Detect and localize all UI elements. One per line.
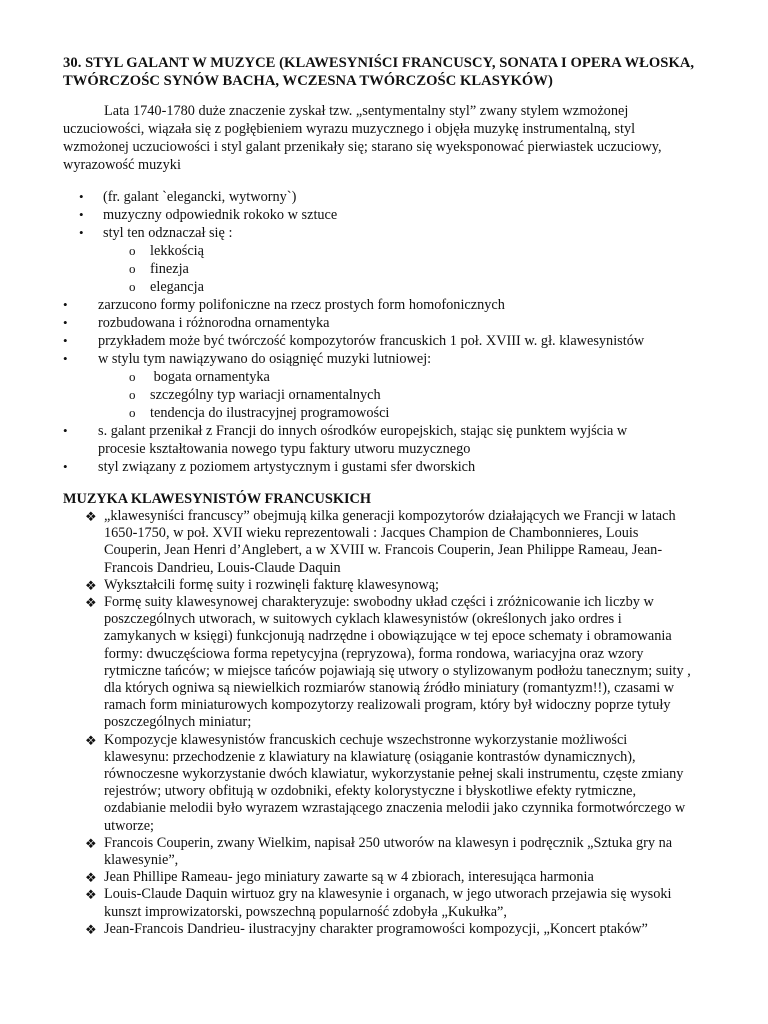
list-item: ❖ Louis-Claude Daquin wirtuoz gry na klawesynie i organach, w jego utworach przejawia się wysoki kunszt improwizatorski, powszechną popularność zdobyła „Kukułka”, [85, 886, 672, 920]
diamond-bullet-icon: ❖ [85, 595, 97, 611]
page-title: 30. STYL GALANT W MUZYCE (KLAWESYNIŚCI FRANCUSCY, SONATA I OPERA WŁOSKA, TWÓRCZOŚC SYNÓW BACHA, WCZESNA TWÓRCZOŚC KLASYKÓW) [63, 55, 695, 89]
diamond-bullet-icon: ❖ [85, 887, 97, 903]
bullet-list-styl-galant [63, 188, 723, 476]
bullet-icon: • [79, 207, 84, 222]
bullet-icon: • [79, 225, 84, 240]
sub-list-item: o szczególny typ wariacji ornamentalnych [129, 387, 381, 403]
list-item: ❖ Francois Couperin, zwany Wielkim, napisał 250 utworów na klawesyn i podręcznik „Sztuka gry na klawesynie”, [85, 834, 673, 869]
diamond-bullet-icon: ❖ [85, 577, 97, 593]
sub-list-item: o finezja [129, 261, 189, 277]
list-item: ❖ Formę suity klawesynowej charakteryzuje: swobodny układ części i zróżnicowanie ich liczby w poszczególnych utworach, w suitowych cyklach klawesynistów (określonych jako ordres i zamykanych w księgi) funkcjonują nadrzędne i obowiązujące w tej epoce schematy i obramowania formy: dwuczęściowa forma repetycyjna (repryzowa), forma rondowa, wariacyjna oraz wzory rytmiczne tańców; w miejsce tańców pojawiają się utwory o stylizowanym podłożu tanecznym; suity , dla których ogniwa są niewielkich rozmiarów stanowią źródło miniatury (romantyzm!!), czasami w ramach form miniaturowych kompozytorzy realizowali program, który był widoczny poprze tytuły poszczególnych miniatur; [85, 594, 691, 731]
circle-bullet-icon: o [129, 387, 136, 402]
bullet-icon: • [79, 189, 84, 204]
intro-paragraph: Lata 1740-1780 duże znaczenie zyskał tzw. „sentymentalny styl” zwany stylem wzmożonej uczuciowości, wiązała się z pogłębieniem wyrazu muzycznego i objęła muzykę instrumentalną, styl wzmożonej uczuciowości i styl galant przenikały się; starano się wyeksponować pierwiastek uczuciowy, wyrazowość muzyki [63, 103, 662, 173]
diamond-bullet-icon: ❖ [85, 835, 97, 851]
sub-list-item: o tendencja do ilustracyjnej programowości [129, 405, 390, 421]
list-item: • styl ten odznaczał się : [79, 225, 233, 241]
list-item: ❖ „klawesyniści francuscy” obejmują kilka generacji kompozytorów działających we Francji w latach 1650-1750, w poł. XVII wieku reprezentowali : Jacques Champion de Chambonnieres, Louis Couperin, Jean Henri d’Anglebert, a w XVIII w. Francois Couperin, Jean Philippe Rameau, Jean-Francois Dandrieu, Louis-Claude Daquin [85, 508, 676, 576]
circle-bullet-icon: o [129, 243, 136, 258]
list-item: ❖ Wykształcili formę suity i rozwinęli fakturę klawesynową; [85, 576, 440, 593]
circle-bullet-icon: o [129, 405, 136, 420]
list-item: ❖ Kompozycje klawesynistów francuskich cechuje wszechstronne wykorzystanie możliwości klawesynu: przechodzenie z klawiatury na klawiaturę (osiąganie kontrastów dynamicznych), równoczesne wykorzystanie dwóch klawiatur, wykorzystanie pełnej skali instrumentu, częste zmiany rejestrów; utwory obfitują w ozdobniki, efekty kolorystyczne i błyskotliwe efekty rytmiczne, ozdabianie melodii było wyrazem wzrastającego znaczenia melodii jako czynnika formotwórczego w utworze; [85, 731, 686, 834]
bullet-icon: • [63, 315, 68, 330]
sub-list-item: o bogata ornamentyka [129, 369, 270, 385]
list-item: • s. galant przenikał z Francji do innych ośrodków europejskich, stając się punktem wyjścia w procesie kształtowania nowego typu faktury utworu muzycznego [63, 423, 628, 457]
list-item: • rozbudowana i różnorodna ornamentyka [63, 315, 330, 331]
sub-list-item: o lekkością [129, 243, 204, 259]
diamond-bullet-icon: ❖ [85, 732, 97, 748]
list-item: ❖ Jean-Francois Dandrieu- ilustracyjny charakter programowości kompozycji, „Koncert ptaków” [85, 920, 648, 937]
circle-bullet-icon: o [129, 369, 136, 384]
list-item: ❖ Jean Phillipe Rameau- jego miniatury zawarte są w 4 zbiorach, interesująca harmonia [85, 869, 594, 886]
bullet-icon: • [63, 333, 68, 348]
diamond-bullet-icon: ❖ [85, 870, 97, 886]
list-item: • w stylu tym nawiązywano do osiągnięć muzyki lutniowej: [63, 351, 432, 367]
list-item: • zarzucono formy polifoniczne na rzecz prostych form homofonicznych [63, 297, 505, 313]
diamond-list-klawesynisci [63, 508, 723, 938]
diamond-bullet-icon: ❖ [85, 509, 97, 524]
bullet-icon: • [63, 459, 68, 474]
bullet-icon: • [63, 297, 68, 312]
list-item: • muzyczny odpowiednik rokoko w sztuce [79, 207, 338, 223]
bullet-icon: • [63, 423, 68, 438]
list-item: • (fr. galant `elegancki, wytworny`) [79, 189, 297, 205]
list-item: • styl związany z poziomem artystycznym i gustami sfer dworskich [63, 459, 476, 475]
section-heading: MUZYKA KLAWESYNISTÓW FRANCUSKICH [63, 491, 371, 507]
list-item: • przykładem może być twórczość kompozytorów francuskich 1 poł. XVIII w. gł. klawesynistów [63, 333, 645, 349]
circle-bullet-icon: o [129, 261, 136, 276]
circle-bullet-icon: o [129, 279, 136, 294]
diamond-bullet-icon: ❖ [85, 921, 97, 937]
bullet-icon: • [63, 351, 68, 366]
sub-list-item: o elegancja [129, 279, 204, 295]
